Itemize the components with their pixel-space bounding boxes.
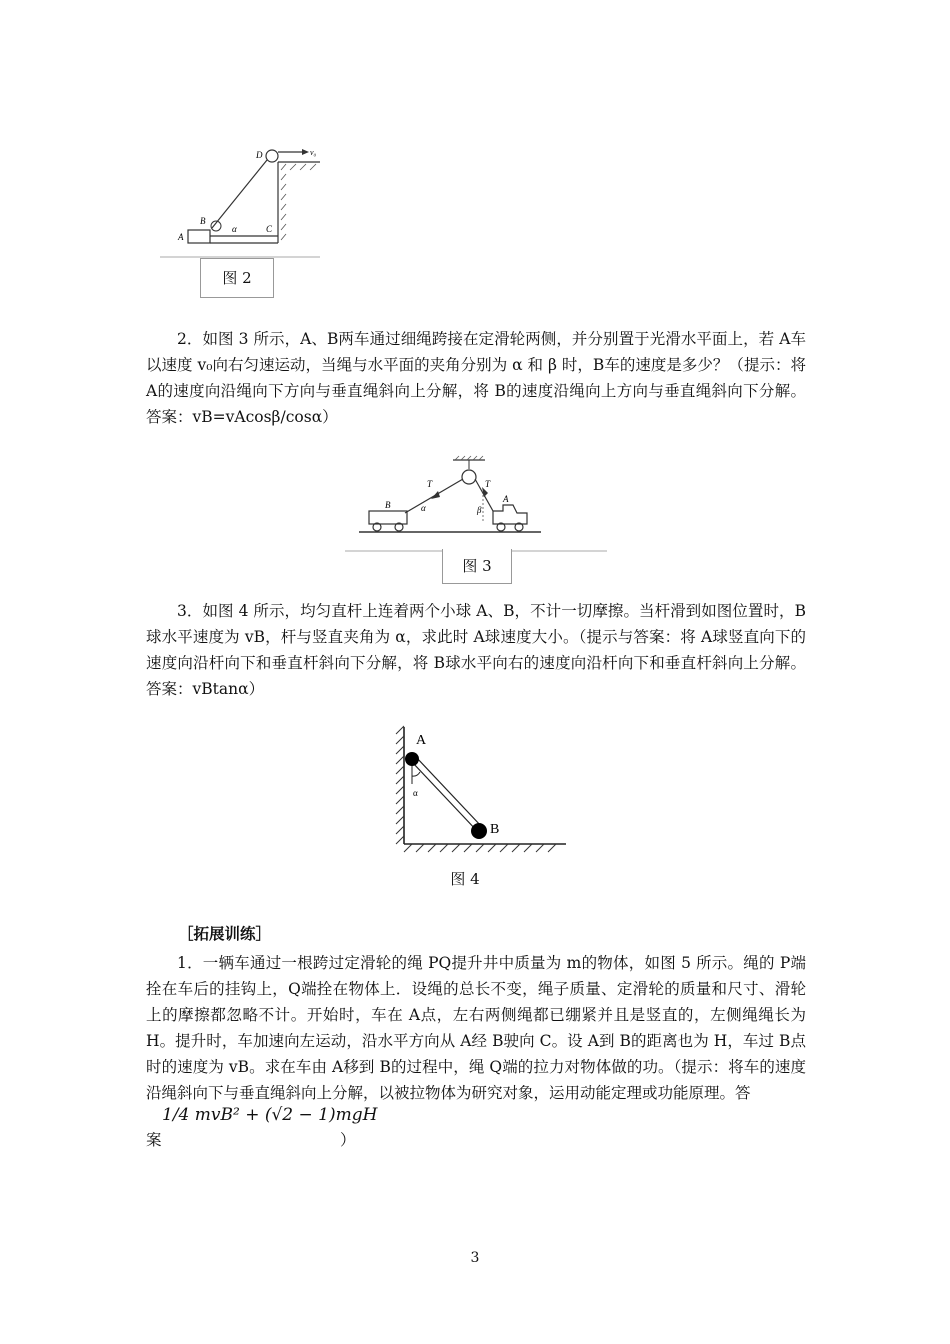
figure-4-diagram: [380, 724, 570, 854]
page-number: [0, 1250, 950, 1266]
answer-suffix-text: ）: [340, 1131, 356, 1149]
label-a: A: [503, 494, 509, 504]
answer-prefix-text: 案: [146, 1131, 162, 1149]
figure-4-caption-text: 图 4: [450, 870, 480, 888]
problem-3-text: [146, 598, 806, 702]
answer-suffix: [340, 1128, 356, 1150]
label-beta: β: [477, 505, 482, 515]
label-a: A: [178, 232, 184, 242]
label-alpha: α: [421, 503, 426, 513]
page-number-text: 3: [470, 1250, 480, 1266]
problem-3-body: 3．如图 4 所示，均匀直杆上连着两个小球 A、B，不计一切摩擦。当杆滑到如图位置时，B球水平速度为 vB，杆与竖直夹角为 α，求此时 A球速度大小。（提示与答案：将 A球竖直向下的速度向沿杆向下和垂直杆斜向下分解，将 B球水平向右的速度向沿杆向下和垂直杆斜向上分解。答案：vBtanα）: [146, 602, 806, 698]
answer-prefix: [146, 1128, 162, 1150]
label-alpha: α: [232, 224, 237, 234]
label-d: D: [256, 150, 263, 160]
label-b: B: [385, 500, 391, 510]
figure-3-caption-text: 图 3: [462, 557, 492, 575]
label-a: A: [416, 733, 427, 748]
label-t-left: T: [427, 479, 433, 489]
label-t-right: T: [485, 479, 491, 489]
answer-formula: [162, 1095, 378, 1147]
label-c: C: [266, 224, 273, 234]
ball-a: [405, 752, 419, 766]
extension-problem-text: [146, 950, 806, 1106]
pulley: [462, 470, 476, 484]
figure-2-caption-text: 图 2: [222, 269, 252, 287]
ball-b: [471, 823, 487, 839]
label-b: B: [200, 216, 206, 226]
problem-2-body: 2．如图 3 所示，A、B两车通过细绳跨接在定滑轮两侧，并分别置于光滑水平面上，若 A车以速度 v₀向右匀速运动，当绳与水平面的夹角分别为 α 和 β 时，B车的速度是多少？（提示：将 A的速度向沿绳向下方向与垂直绳斜向上分解，将 B的速度沿绳向上方向与垂直绳斜向下分解。答案：vB=vAcosβ/cosα）: [146, 330, 806, 426]
label-b: B: [490, 822, 500, 837]
figure-3-caption: [442, 549, 512, 584]
label-v0: v₀: [310, 148, 317, 157]
extension-problem-body: 1．一辆车通过一根跨过定滑轮的绳 PQ提升井中质量为 m的物体，如图 5 所示。绳的 P端拴在车后的挂钩上，Q端拴在物体上．设绳的总长不变，绳子质量、定滑轮的质量和尺寸、滑轮上的摩擦都忽略不计。开始时，车在 A点，左右两侧绳都已绷紧并且是竖直的，左侧绳绳长为 H。提升时，车加速向左运动，沿水平方向从 A经 B驶向 C。设 A到 B的距离也为 H，车过 B点时的速度为 vB。求在车由 A移到 B的过程中，绳 Q端的拉力对物体做的功。（提示：将车的速度沿绳斜向下与垂直绳斜向上分解，以被拉物体为研究对象，运用动能定理或功能原理。答: [146, 954, 806, 1102]
figure-3-diagram: [345, 455, 607, 555]
label-alpha: α: [413, 788, 418, 798]
figure-4-caption: [430, 868, 500, 889]
figure-2-diagram: [160, 140, 325, 265]
pulley-d: [266, 150, 278, 162]
extension-heading: [178, 922, 271, 944]
problem-2-text: [146, 326, 806, 430]
figure-2-caption: [200, 258, 274, 298]
answer-formula-text: 1/4 mvB² + (√2 − 1)mgH: [162, 1105, 378, 1125]
extension-heading-text: ［拓展训练］: [178, 924, 272, 943]
